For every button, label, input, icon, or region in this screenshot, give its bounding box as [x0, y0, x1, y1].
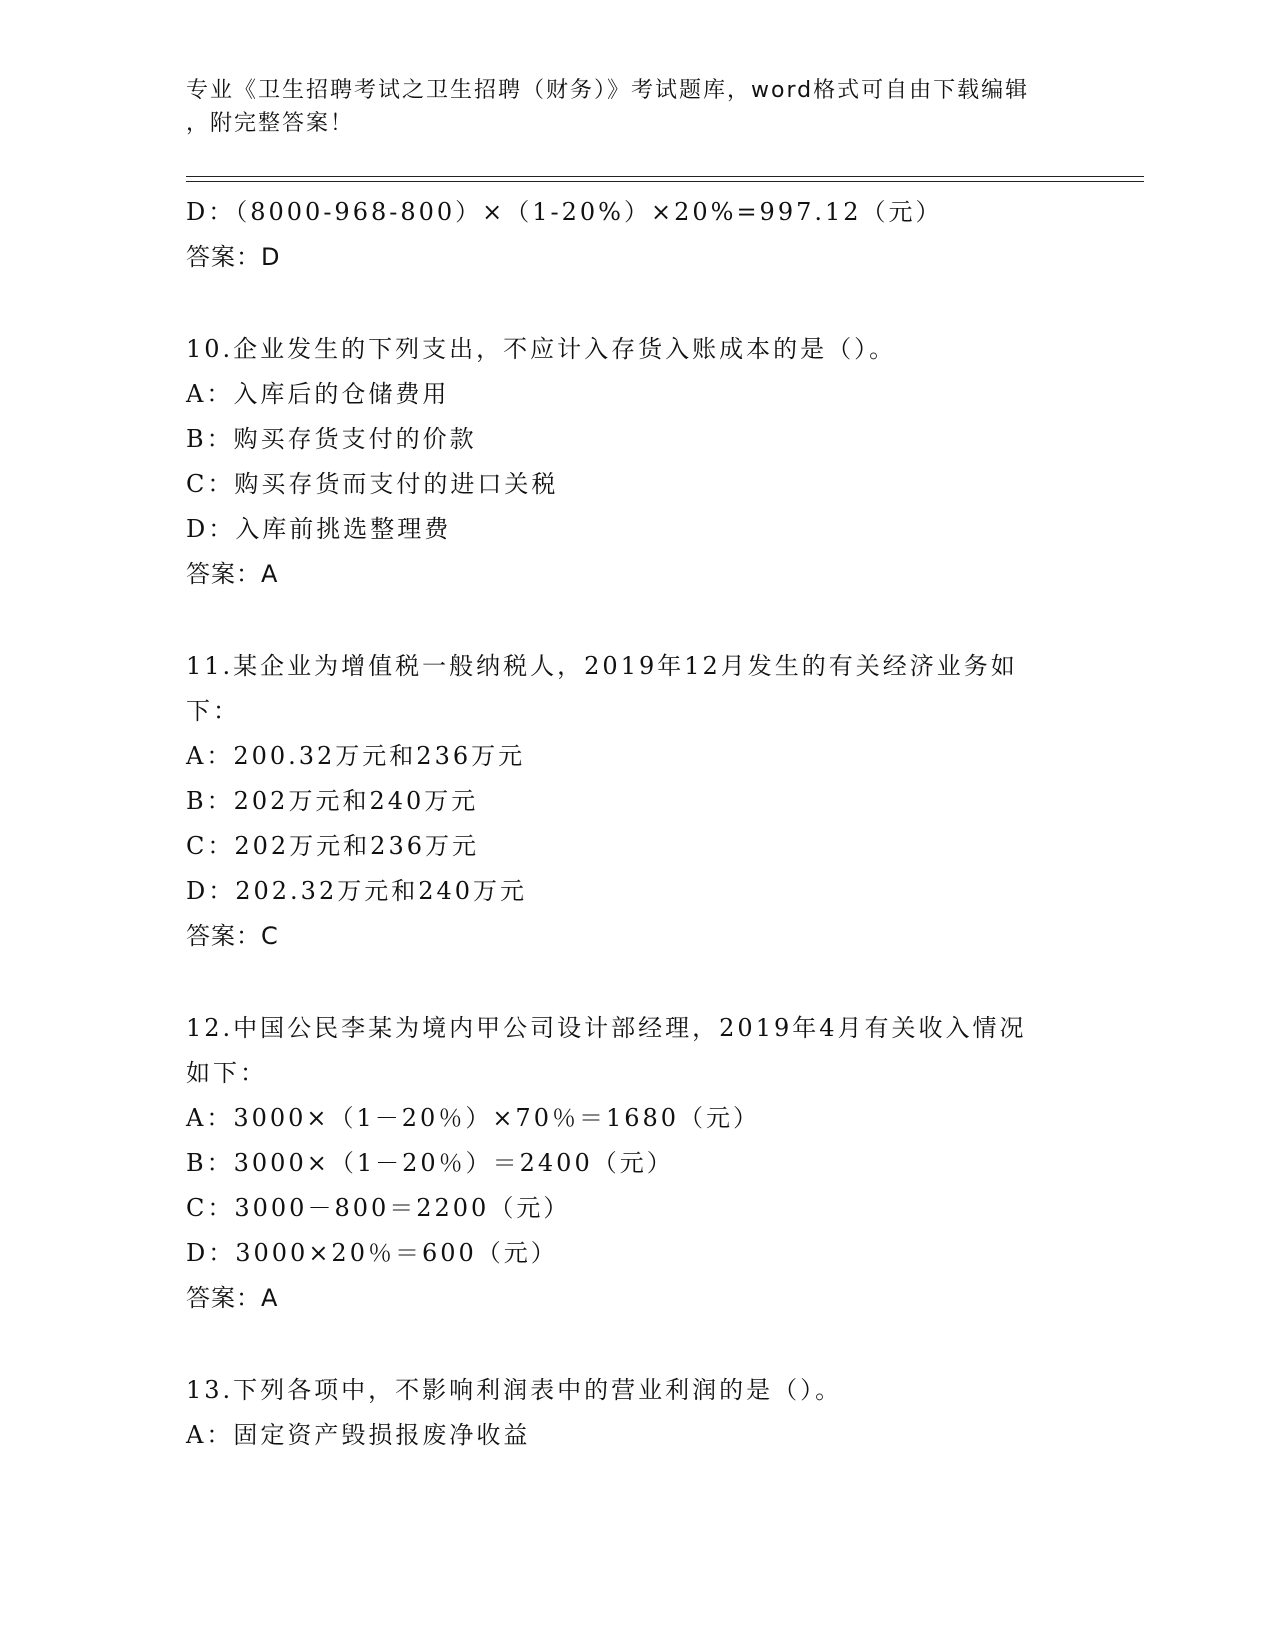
question-11 — [186, 644, 1086, 959]
question-stem-line-2: 如下： — [186, 1059, 267, 1087]
question-stem-line-1: 11.某企业为增值税一般纳税人，2019年12月发生的有关经济业务如 — [186, 652, 1018, 680]
header-divider-top — [186, 176, 1144, 177]
answer-label: 答案：D — [186, 243, 281, 271]
option-a: A：固定资产毁损报废净收益 — [186, 1421, 531, 1449]
question-list — [186, 190, 1086, 1458]
option-d: D：3000×20％＝600（元） — [186, 1239, 558, 1267]
option-d: D：202.32万元和240万元 — [186, 877, 528, 905]
question-12 — [186, 1006, 1086, 1321]
option-d: D：入库前挑选整理费 — [186, 515, 452, 543]
answer-label: 答案：A — [186, 560, 279, 588]
header-line-2: ，附完整答案！ — [186, 111, 355, 136]
option-b: B：3000×（1－20％）＝2400（元） — [186, 1149, 674, 1177]
option-a: A：3000×（1－20％）×70％＝1680（元） — [186, 1104, 761, 1132]
question-stem-line-2: 下： — [186, 697, 240, 725]
question-stem: 13.下列各项中，不影响利润表中的营业利润的是（）。 — [186, 1376, 843, 1404]
header-line-1: 专业《卫生招聘考试之卫生招聘（财务）》考试题库，word格式可自由下载编辑 — [186, 78, 1030, 103]
question-stem-line-1: 12.中国公民李某为境内甲公司设计部经理，2019年4月有关收入情况 — [186, 1014, 1027, 1042]
option-a: A：200.32万元和236万元 — [186, 742, 526, 770]
option-c: C：购买存货而支付的进口关税 — [186, 470, 559, 498]
question-9-tail — [186, 190, 1086, 280]
document-header — [186, 74, 1086, 140]
question-10 — [186, 327, 1086, 597]
option-c: C：3000－800＝2200（元） — [186, 1194, 571, 1222]
option-d: D：（8000-968-800）×（1-20%）×20%=997.12（元） — [186, 198, 943, 226]
option-b: B：购买存货支付的价款 — [186, 425, 477, 453]
answer-label: 答案：C — [186, 922, 279, 950]
header-divider-bottom — [186, 181, 1144, 182]
question-13 — [186, 1368, 1086, 1458]
answer-label: 答案：A — [186, 1284, 279, 1312]
question-stem: 10.企业发生的下列支出，不应计入存货入账成本的是（）。 — [186, 335, 897, 363]
option-a: A：入库后的仓储费用 — [186, 380, 450, 408]
option-c: C：202万元和236万元 — [186, 832, 479, 860]
option-b: B：202万元和240万元 — [186, 787, 479, 815]
